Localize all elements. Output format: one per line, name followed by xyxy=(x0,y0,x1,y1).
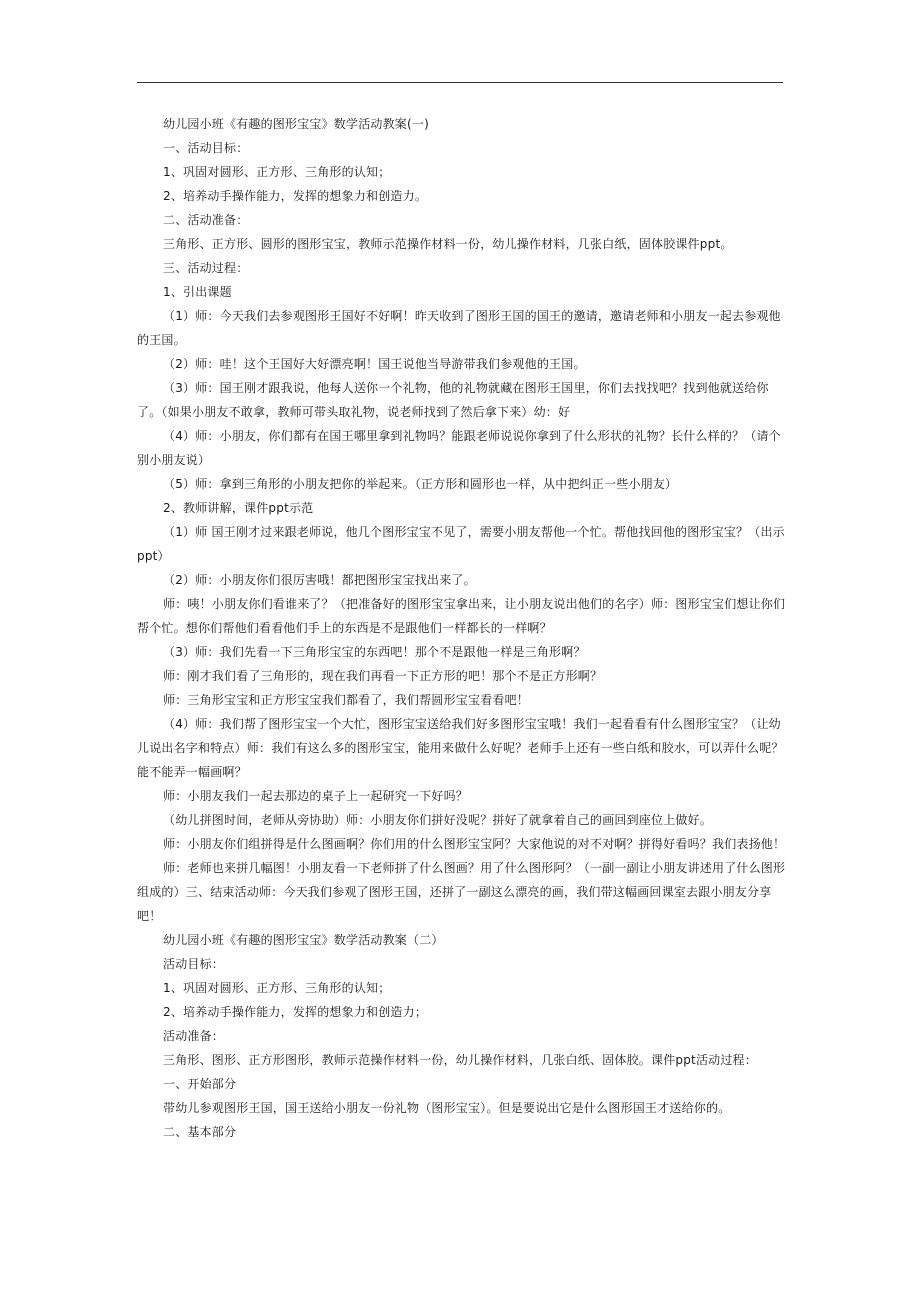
paragraph: （4）师：小朋友，你们都有在国王哪里拿到礼物吗？能跟老师说说你拿到了什么形状的礼物？长什么样的？（请个别小朋友说） xyxy=(137,429,781,467)
paragraph: 师：三角形宝宝和正方形宝宝我们都看了，我们帮圆形宝宝看看吧！ xyxy=(163,693,530,707)
section-heading: 活动准备： xyxy=(163,1029,225,1043)
paragraph: 2、培养动手操作能力，发挥的想象力和创造力。 xyxy=(163,189,428,203)
section-heading: 一、开始部分 xyxy=(163,1077,237,1091)
section-heading: 一、活动目标： xyxy=(163,141,249,155)
section-heading: 二、基本部分 xyxy=(163,1125,237,1139)
paragraph: 2、教师讲解，课件ppt示范 xyxy=(163,501,314,515)
paragraph: 1、巩固对圆形、正方形、三角形的认知； xyxy=(163,981,391,995)
paragraph: 带幼儿参观图形王国，国王送给小朋友一份礼物（图形宝宝）。但是要说出它是什么图形国王才送给你的。 xyxy=(163,1101,731,1115)
paragraph: 三角形、图形、正方形图形，教师示范操作材料一份，幼儿操作材料，几张白纸、固体胶。课件ppt活动过程： xyxy=(163,1053,757,1067)
paragraph: 师：小朋友你们组拼得是什么图画啊？你们用的什么图形宝宝阿？大家他说的对不对啊？拼得好看吗？我们表扬他！ xyxy=(163,837,786,851)
paragraph: （1）师 国王刚才过来跟老师说，他几个图形宝宝不见了，需要小朋友帮他一个忙。帮他找回他的图形宝宝？（出示ppt） xyxy=(137,525,785,563)
paragraph: 2、培养动手操作能力，发挥的想象力和创造力； xyxy=(163,1005,428,1019)
paragraph: 三角形、正方形、圆形的图形宝宝，教师示范操作材料一份，幼儿操作材料，几张白纸，固体胶课件ppt。 xyxy=(163,237,733,251)
paragraph: 师：刚才我们看了三角形的，现在我们再看一下正方形的吧！那个不是正方形啊？ xyxy=(163,669,603,683)
paragraph: （3）师：国王刚才跟我说，他每人送你一个礼物，他的礼物就藏在图形王国里，你们去找找吧？找到他就送给你了。（如果小朋友不敢拿，教师可带头取礼物，说老师找到了然后拿下来）幼：好 xyxy=(137,381,769,419)
paragraph: （5）师：拿到三角形的小朋友把你的举起来。（正方形和圆形也一样，从中把纠正一些小朋友） xyxy=(163,477,678,491)
paragraph: （3）师：我们先看一下三角形宝宝的东西吧！那个不是跟他一样是三角形啊？ xyxy=(163,645,586,659)
section-heading: 三、活动过程： xyxy=(163,261,249,275)
paragraph: 1、巩固对圆形、正方形、三角形的认知； xyxy=(163,165,391,179)
header-rule xyxy=(137,82,783,83)
document-body xyxy=(137,112,787,1144)
doc-title-2: 幼儿园小班《有趣的图形宝宝》数学活动教案（二） xyxy=(163,933,444,947)
paragraph: 1、引出课题 xyxy=(163,285,232,299)
paragraph: 师：小朋友我们一起去那边的桌子上一起研究一下好吗？ xyxy=(163,789,469,803)
paragraph: （2）师：小朋友你们很厉害哦！都把图形宝宝找出来了。 xyxy=(163,573,476,587)
paragraph: （幼儿拼图时间，老师从旁协助）师：小朋友你们拼好没呢？拼好了就拿着自己的画回到座位上做好。 xyxy=(163,813,713,827)
paragraph: （4）师：我们帮了图形宝宝一个大忙，图形宝宝送给我们好多图形宝宝哦！我们一起看看有什么图形宝宝？（让幼儿说出名字和特点）师：我们有这么多的图形宝宝，能用来做什么好呢？老师手上还有一些白纸和胶水，可以弄什么呢？能不能弄一幅画啊？ xyxy=(137,717,784,779)
section-heading: 二、活动准备： xyxy=(163,213,249,227)
paragraph: （2）师：哇！这个王国好大好漂亮啊！国王说他当导游带我们参观他的王国。 xyxy=(163,357,586,371)
section-heading: 活动目标： xyxy=(163,957,225,971)
doc-title-1: 幼儿园小班《有趣的图形宝宝》数学活动教案(一) xyxy=(163,117,429,131)
paragraph: 师：老师也来拼几幅图！小朋友看一下老师拼了什么图画？用了什么图形阿？（一副一副让小朋友讲述用了什么图形组成的）三、结束活动师：今天我们参观了图形王国，还拼了一副这么漂亮的画，我们带这幅画回课室去跟小朋友分享吧！ xyxy=(137,861,786,923)
paragraph: 师：咦！小朋友你们看谁来了？（把准备好的图形宝宝拿出来，让小朋友说出他们的名字）师：图形宝宝们想让你们帮个忙。想你们帮他们看看他们手上的东西是不是跟他们一样都长的一样啊？ xyxy=(137,597,786,635)
paragraph: （1）师：今天我们去参观图形王国好不好啊！昨天收到了图形王国的国王的邀请，邀请老师和小朋友一起去参观他的王国。 xyxy=(137,309,781,347)
